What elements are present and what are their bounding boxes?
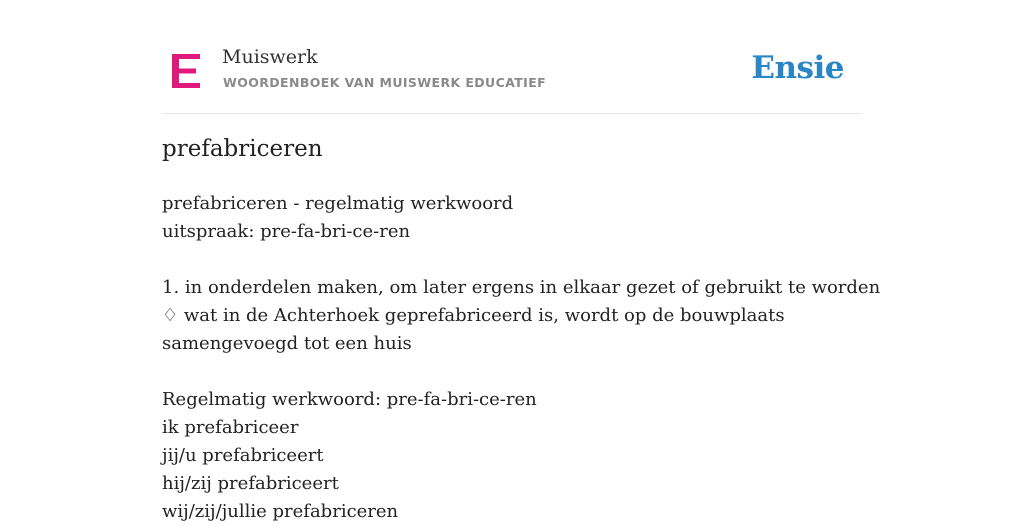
page [162, 0, 881, 522]
site-subtitle: WOORDENBOEK VAN MUISWERK EDUCATIEF [223, 75, 547, 90]
conjugation-header: Regelmatig werkwoord: pre-fa-bri-ce-ren [162, 389, 537, 410]
entry-pronunciation: uitspraak: pre-fa-bri-ce-ren [162, 221, 411, 242]
conjugation-wij: wij/zij/jullie prefabriceren [162, 501, 399, 522]
site-name[interactable]: Muiswerk [222, 46, 318, 68]
entry-example-line-2: samengevoegd tot een huis [162, 333, 412, 354]
conjugation-ik: ik prefabriceer [162, 417, 299, 438]
spacer [162, 358, 862, 386]
spacer [162, 246, 862, 274]
conjugation-jij: jij/u prefabriceert [162, 445, 324, 466]
site-header [162, 0, 862, 114]
conjugation-hij: hij/zij prefabriceert [162, 473, 339, 494]
muiswerk-logo-icon[interactable] [172, 54, 200, 88]
entry-headline: prefabriceren - regelmatig werkwoord [162, 193, 514, 214]
page-title: prefabriceren [162, 136, 323, 162]
entry-definition: 1. in onderdelen maken, om later ergens in elkaar gezet of gebruikt te worden [162, 277, 881, 298]
dictionary-entry [162, 190, 881, 526]
ensie-brand-link[interactable]: Ensie [751, 50, 844, 86]
entry-example-line-1: ♢ wat in de Achterhoek geprefabriceerd is, wordt op de bouwplaats [162, 305, 785, 326]
